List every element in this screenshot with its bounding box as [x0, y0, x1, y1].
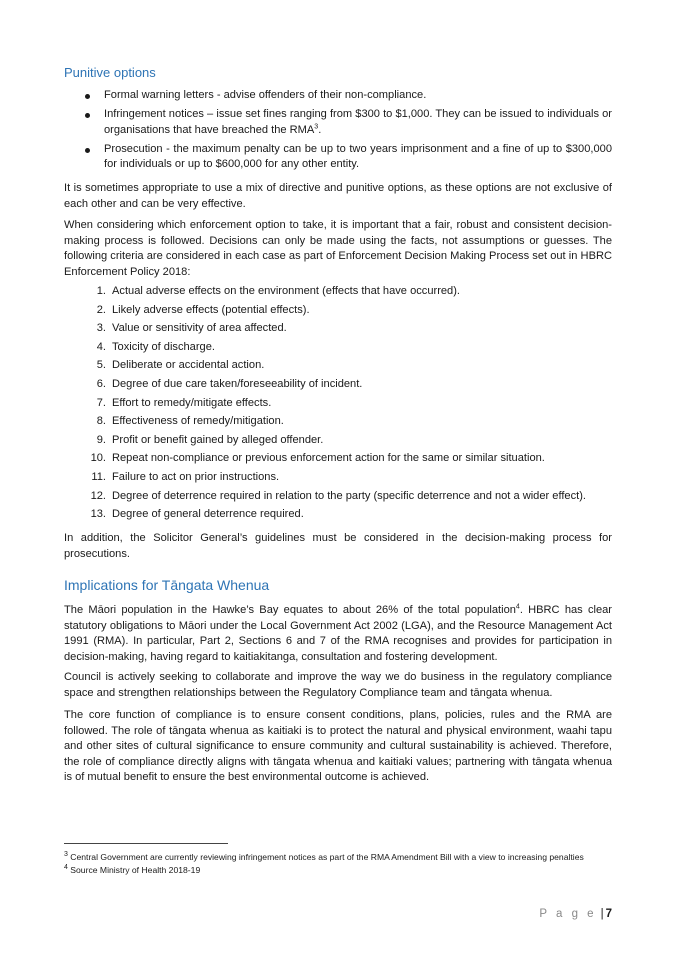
page-separator: | — [600, 908, 604, 920]
page-number — [539, 908, 612, 920]
footnote-ref: 4 — [515, 603, 520, 611]
list-text: Toxicity of discharge. — [112, 340, 215, 353]
paragraph-text: The Māori population in the Hawke’s Bay equates to about 26% of the total population — [64, 604, 516, 616]
list-text: Value or sensitivity of area affected. — [112, 322, 287, 335]
list-item — [64, 414, 612, 433]
list-text: Failure to act on prior instructions. — [112, 470, 280, 483]
list-item — [64, 377, 612, 396]
list-item — [64, 142, 612, 173]
list-text: Repeat non-compliance or previous enforcement action for the same or similar situation. — [112, 452, 545, 465]
list-number: 5. — [96, 359, 106, 372]
bullet-icon — [85, 94, 90, 99]
list-number: 9. — [96, 433, 106, 446]
bullet-text-tail: . — [318, 123, 322, 136]
page-label: P a g e — [539, 908, 597, 920]
solicitor-general-paragraph: In addition, the Solicitor General’s guidelines must be considered in the decision-making process for prosecutions. — [64, 532, 612, 560]
bullet-text: Infringement notices – issue set fines ranging from $300 to $1,000. They can be issued to individuals or organisations that have breached the RMA — [104, 108, 612, 136]
punitive-options-heading: Punitive options — [64, 65, 156, 80]
list-text: Degree of due care taken/foreseeability of incident. — [112, 377, 363, 390]
list-item — [64, 470, 612, 489]
list-item — [64, 321, 612, 340]
list-item — [64, 451, 612, 470]
list-number: 6. — [96, 377, 106, 390]
punitive-options-list — [64, 88, 612, 176]
list-item — [64, 303, 612, 322]
list-item — [64, 396, 612, 415]
council-collaboration-paragraph: Council is actively seeking to collaborate and improve the way we do business in the regulatory compliance space and strengthen relationships between the Regulatory Compliance team and tāngata whenua. — [64, 671, 612, 699]
maori-population-paragraph — [64, 603, 612, 665]
mix-paragraph: It is sometimes appropriate to use a mix of directive and punitive options, as these options are not exclusive of each other and can be very effective. — [64, 182, 612, 210]
list-number: 12. — [90, 489, 106, 502]
list-item — [64, 107, 612, 138]
footnote-ref: 3 — [314, 122, 319, 130]
list-text: Actual adverse effects on the environment (effects that have occurred). — [112, 285, 461, 297]
list-text: Deliberate or accidental action. — [112, 359, 265, 372]
list-number: 1. — [96, 285, 106, 297]
footnote-text: Source Ministry of Health 2018-19 — [67, 864, 201, 875]
list-number: 2. — [96, 303, 106, 316]
bullet-text: Formal warning letters - advise offenders of their non-compliance. — [104, 89, 427, 101]
list-item — [64, 340, 612, 359]
list-number: 13. — [90, 508, 106, 521]
list-item — [64, 507, 612, 526]
list-number: 11. — [91, 470, 106, 483]
implications-heading: Implications for Tāngata Whenua — [64, 577, 270, 593]
criteria-list — [64, 284, 612, 526]
footnote-mark: 3 — [64, 851, 68, 859]
footnote-mark: 4 — [64, 863, 68, 871]
bullet-icon — [85, 113, 90, 118]
list-number: 10. — [90, 452, 106, 465]
footnote-text: Central Government are currently reviewing infringement notices as part of the RMA Amendment Bill with a view to increasing penalties — [67, 852, 584, 862]
criteria-intro-paragraph: When considering which enforcement option to take, it is important that a fair, robust and consistent decision-making process is followed. Decisions can only be made using the facts, not assumptions or guesses. The following criteria are considered in each case as part of Enforcement Decision Making Process set out in HBRC Enforcement Policy 2018: — [64, 219, 612, 278]
paragraph-text-continued: . HBRC has clear statutory obligations to Māori under the Local Government Act 2002 (LGA), and the Resource Management Act 1991 (RMA). In particular, Part 2, Sections 6 and 7 of the RMA recognises and provides for participation in decision-making, having regard to kaitiakitanga, consultation and fostering development. — [64, 604, 612, 663]
footnote-divider — [64, 843, 228, 844]
list-text: Likely adverse effects (potential effects). — [112, 303, 310, 316]
list-text: Degree of deterrence required in relation to the party (specific deterrence and not a wider effect). — [112, 489, 587, 502]
list-text: Profit or benefit gained by alleged offender. — [112, 433, 324, 446]
bullet-icon — [85, 148, 90, 153]
list-item — [64, 489, 612, 508]
list-item — [64, 88, 612, 104]
page-number-value: 7 — [605, 908, 612, 920]
footnote — [64, 864, 612, 877]
footnotes — [64, 851, 612, 876]
list-text: Effort to remedy/mitigate effects. — [112, 396, 272, 409]
list-number: 4. — [96, 340, 106, 353]
list-item — [64, 433, 612, 452]
bullet-text: Prosecution - the maximum penalty can be up to two years imprisonment and a fine of up to $300,000 for individuals or up to $600,000 for any other entity. — [104, 142, 612, 170]
list-number: 3. — [96, 322, 106, 335]
compliance-function-paragraph: The core function of compliance is to ensure consent conditions, plans, policies, rules and the RMA are followed. The role of tāngata whenua as kaitiaki is to protect the natural and physical environment, waahi tapu and other sites of cultural significance to ensure community and cultural sustainability is achieved. Therefore, the role of compliance directly aligns with tāngata whenua and kaitiaki values; partnering with tāngata whenua is of mutual benefit to ensure the best environmental outcome is achieved. — [64, 709, 612, 783]
footnote — [64, 851, 612, 864]
list-number: 7. — [96, 396, 106, 409]
list-item — [64, 358, 612, 377]
list-text: Effectiveness of remedy/mitigation. — [112, 415, 284, 428]
list-item — [64, 284, 612, 303]
list-number: 8. — [96, 415, 106, 428]
list-text: Degree of general deterrence required. — [112, 508, 304, 521]
